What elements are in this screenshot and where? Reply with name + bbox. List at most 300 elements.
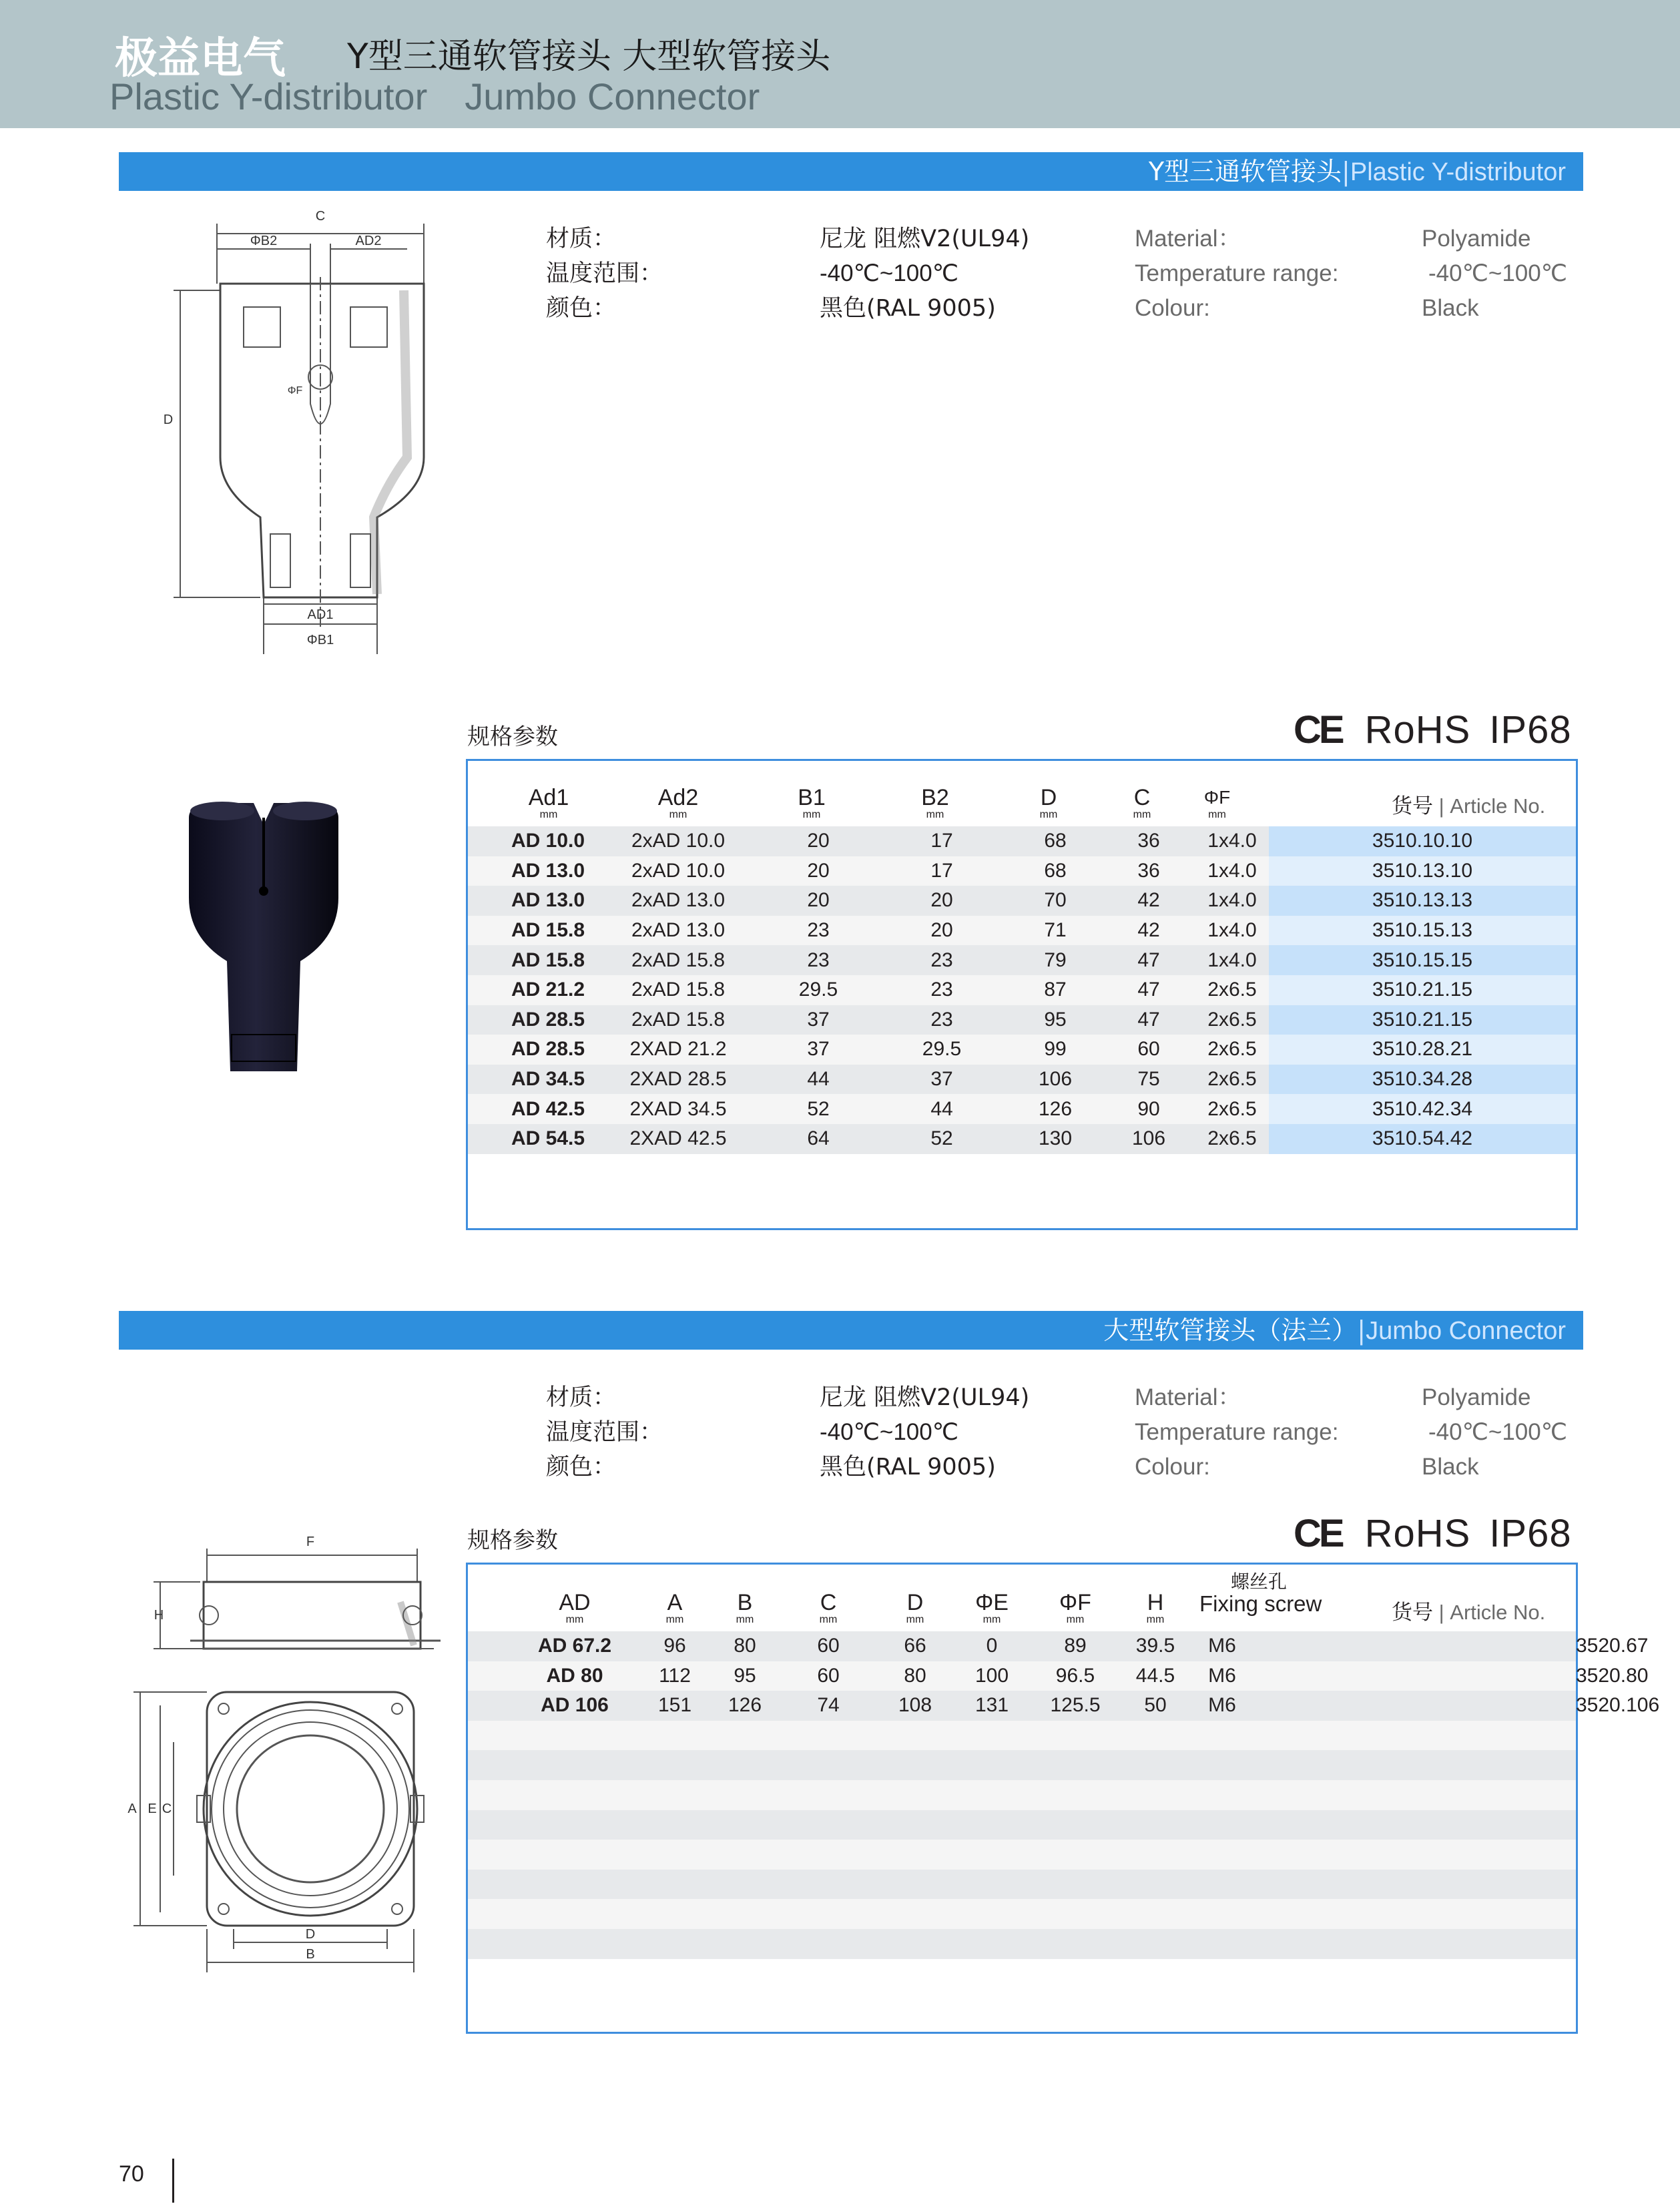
table-cell-spacer [1255,1899,1576,1929]
table-cell: AD 54.5 [501,1124,595,1154]
table-cell: 71 [1009,916,1102,946]
table-row [468,916,1576,946]
temp-en-label: Temperature range: [1135,260,1339,286]
table-cell [708,1721,782,1751]
table-cell: 37 [762,1035,875,1065]
table-row [468,1005,1576,1035]
table-cell [641,1929,708,1959]
table-cell: 74 [782,1691,875,1721]
table1-header-b2: B2 mm [921,785,949,820]
temp-en-label: Temperature range: [1135,1419,1339,1445]
table-cell: 2xAD 15.8 [595,1005,762,1035]
colour-cn-value: 黑色(RAL 9005) [820,1454,996,1480]
table-cell [875,1750,955,1780]
table-cell-spacer [1255,1840,1576,1870]
table-cell: 36 [1102,826,1195,856]
ip-rating: IP68 [1489,1512,1572,1555]
table-cell: AD 80 [508,1661,641,1691]
section2-props-en-labels [1135,1380,1338,1484]
table-cell: 99 [1009,1035,1102,1065]
table-cell: 126 [1009,1094,1102,1124]
table-cell: 2XAD 28.5 [595,1065,762,1095]
colour-en-value: Black [1422,295,1479,321]
table-cell: 29.5 [762,975,875,1005]
table-cell [1122,1899,1189,1929]
dim-label-ad2: AD2 [355,234,382,248]
section2-props-cn-labels [546,1380,663,1484]
table-cell-spacer [468,1721,508,1751]
title-en-y-distributor: Plastic Y-distributor [109,75,428,117]
table-cell-spacer [468,975,501,1005]
table-cell-spacer [1255,1780,1576,1810]
table-cell: AD 21.2 [501,975,595,1005]
table-cell [641,1780,708,1810]
table-cell [1122,1810,1189,1840]
table-cell: AD 106 [508,1691,641,1721]
table-cell: 23 [875,1005,1009,1035]
table-cell: 44.5 [1122,1661,1189,1691]
table-cell-spacer [468,945,501,975]
table-cell: 23 [762,945,875,975]
table-cell [708,1810,782,1840]
table-cell: 20 [762,886,875,916]
article-number-cell: 3510.10.10 [1269,826,1576,856]
ce-mark: CE [1294,708,1342,752]
table1-header-b1: B1 mm [798,785,826,820]
table-cell: AD 15.8 [501,945,595,975]
material-cn-label: 材质： [546,226,617,252]
temp-cn-value: -40℃~100℃ [820,260,959,286]
table-cell-spacer [468,1094,501,1124]
table-cell [782,1780,875,1810]
table-cell [782,1929,875,1959]
dim-label-d: D [305,1927,316,1942]
article-number-cell: 3510.13.10 [1269,856,1576,886]
table-row [468,856,1576,886]
table-row: AD 106 151 126 74 108 131 125.5 50 M6 3520.106 [468,1691,1576,1721]
section1-spec-label: 规格参数 [467,724,558,750]
table-cell: 44 [762,1065,875,1095]
section2-band [119,1311,1583,1350]
table-cell: 66 [875,1631,955,1661]
table-cell [955,1780,1029,1810]
table-cell: AD 15.8 [501,916,595,946]
table-cell [1189,1721,1255,1751]
table-cell: 60 [782,1661,875,1691]
table-cell-spacer [468,1840,508,1870]
table-cell [1189,1870,1255,1900]
dim-label-h: H [154,1608,164,1623]
table-cell: 23 [762,916,875,946]
page-header [0,0,1680,128]
table-cell: 36 [1102,856,1195,886]
table-cell [708,1870,782,1900]
table-cell: 2xAD 15.8 [595,975,762,1005]
table-cell: 50 [1122,1691,1189,1721]
table-cell: AD 67.2 [508,1631,641,1661]
table-cell-spacer [468,1929,508,1959]
table-row: AD 67.2 96 80 60 66 0 89 39.5 M6 3520.67 [468,1631,1576,1661]
table-cell [1122,1780,1189,1810]
table-cell: 96 [641,1631,708,1661]
section1-band-sep: | [1342,157,1350,186]
table-cell: 131 [955,1691,1029,1721]
table1-header-c: C mm [1133,785,1151,820]
rohs-mark: RoHS [1364,1512,1471,1555]
table-row: AD 80 112 95 60 80 100 96.5 44.5 M6 3520.80 [468,1661,1576,1691]
table-cell: 130 [1009,1124,1102,1154]
section2-band-en: Jumbo Connector [1366,1317,1566,1345]
table-cell: 20 [762,856,875,886]
table-cell [1029,1840,1122,1870]
table-cell: AD 28.5 [501,1035,595,1065]
table-cell: AD 10.0 [501,826,595,856]
table-cell: 1x4.0 [1195,856,1269,886]
section2-band-sep: | [1357,1316,1366,1345]
material-en-label: Material： [1135,1384,1241,1410]
table-cell-spacer [468,1899,508,1929]
table-cell: 2XAD 21.2 [595,1035,762,1065]
table-cell: 42 [1102,916,1195,946]
table2-header-screw-cn: 螺丝孔 [1230,1571,1287,1593]
table-cell: 2xAD 13.0 [595,916,762,946]
colour-en-label: Colour: [1135,295,1210,321]
table-cell: 1x4.0 [1195,886,1269,916]
temp-cn-label: 温度范围： [546,260,663,287]
material-cn-label: 材质： [546,1384,617,1411]
table-cell: 2x6.5 [1195,975,1269,1005]
table2-header-article: 货号 | Article No. [1392,1601,1546,1625]
table-cell [875,1929,955,1959]
table-cell: 47 [1102,945,1195,975]
y-distributor-spec-table [466,759,1578,1230]
table-cell: 70 [1009,886,1102,916]
table-cell-spacer [468,826,501,856]
article-number-cell: 3510.54.42 [1269,1124,1576,1154]
table-cell-spacer [468,1750,508,1780]
table2-header-d: D mm [906,1590,924,1625]
temp-cn-label: 温度范围： [546,1419,663,1446]
table-cell [508,1899,641,1929]
dim-label-b2: ΦB2 [250,234,278,248]
table-cell: AD 34.5 [501,1065,595,1095]
colour-en-value: Black [1422,1454,1479,1480]
table-cell: 37 [875,1065,1009,1095]
table1-header-d: D mm [1039,785,1058,820]
table-cell [1189,1899,1255,1929]
table-cell [875,1870,955,1900]
table1-header-ad2: Ad2 mm [657,785,699,820]
table1-header-article: 货号 | Article No. [1392,794,1546,818]
table-cell [1029,1870,1122,1900]
table-row [468,1899,1576,1929]
table-cell [508,1840,641,1870]
colour-cn-value: 黑色(RAL 9005) [820,295,996,322]
table-cell [641,1810,708,1840]
table-cell [1122,1929,1189,1959]
table-cell [641,1750,708,1780]
table-cell: 68 [1009,856,1102,886]
y-distributor-drawing [154,204,447,664]
article-number-cell: 3510.28.21 [1269,1035,1576,1065]
table-cell [1189,1780,1255,1810]
jumbo-connector-spec-table [466,1563,1660,2034]
material-en-label: Material： [1135,226,1241,252]
table-cell: 23 [875,975,1009,1005]
table-cell: 95 [1009,1005,1102,1035]
table-cell [1122,1840,1189,1870]
section2-certifications [1294,1511,1572,1556]
table-cell [1122,1721,1189,1751]
table2-header-screw-en: Fixing screw [1199,1591,1322,1616]
table-row [468,1721,1576,1751]
table-cell [955,1840,1029,1870]
table2-header-a: A mm [665,1590,684,1625]
dim-label-b: B [306,1947,315,1962]
table2-header-f: ΦF mm [1059,1590,1091,1625]
table-cell: 80 [708,1631,782,1661]
page-number: 70 [119,2161,144,2187]
table-cell [1122,1870,1189,1900]
section1-certifications [1294,708,1572,752]
table-row [468,945,1576,975]
table-cell-spacer [1255,1631,1576,1661]
page-title-en [109,75,797,118]
table-cell: 79 [1009,945,1102,975]
table-cell: 2xAD 13.0 [595,886,762,916]
table-cell: 2x6.5 [1195,1005,1269,1035]
table-cell: AD 13.0 [501,886,595,916]
table-cell: 1x4.0 [1195,826,1269,856]
table-cell-spacer [468,1631,508,1661]
table-cell: 42 [1102,886,1195,916]
table-cell [955,1721,1029,1751]
material-cn-value: 尼龙 阻燃V2(UL94) [820,226,1030,252]
table-cell-spacer [468,1124,501,1154]
table-cell: 90 [1102,1094,1195,1124]
table-cell [955,1870,1029,1900]
y-distributor-photo [177,798,350,1078]
table-cell: 2xAD 10.0 [595,856,762,886]
article-number-cell: 3510.42.34 [1269,1094,1576,1124]
table-cell: 80 [875,1661,955,1691]
table2-header-b: B mm [736,1590,754,1625]
table-cell [1029,1899,1122,1929]
temp-cn-value: -40℃~100℃ [820,1419,959,1445]
table-row [468,975,1576,1005]
table-cell: 39.5 [1122,1631,1189,1661]
table-cell: 2x6.5 [1195,1065,1269,1095]
table-cell [1189,1840,1255,1870]
section1-props-en-values [1422,222,1567,326]
table-row [468,1094,1576,1124]
table-cell [1122,1750,1189,1780]
table-cell-spacer [468,1065,501,1095]
table-cell-spacer [468,856,501,886]
table-cell: 2x6.5 [1195,1124,1269,1154]
table-cell: 47 [1102,1005,1195,1035]
temp-en-value: -40℃~100℃ [1428,1419,1568,1445]
table-cell: 125.5 [1029,1691,1122,1721]
dim-label-c: C [315,209,326,224]
table-cell-spacer [468,1870,508,1900]
table-cell: 95 [708,1661,782,1691]
table-cell: M6 [1189,1631,1255,1661]
table2-header-ad: AD mm [559,1590,591,1625]
article-number-cell: 3510.13.13 [1269,886,1576,916]
section1-props-cn-values [820,222,1029,326]
table-cell: AD 13.0 [501,856,595,886]
table-cell [1029,1750,1122,1780]
table-cell [708,1750,782,1780]
table-cell: 2XAD 42.5 [595,1124,762,1154]
table-cell: 126 [708,1691,782,1721]
table-cell: 37 [762,1005,875,1035]
table-cell-spacer [468,1035,501,1065]
table-row [468,1929,1576,1959]
table-cell [508,1810,641,1840]
dim-label-b1: ΦB1 [306,633,334,647]
table-cell [875,1840,955,1870]
table-cell: 52 [875,1124,1009,1154]
table-row [468,1035,1576,1065]
table-cell-spacer [468,1780,508,1810]
colour-en-label: Colour: [1135,1454,1210,1480]
table-cell: AD 28.5 [501,1005,595,1035]
material-en-value: Polyamide [1422,1384,1531,1410]
table-cell [1189,1929,1255,1959]
table-cell [1189,1810,1255,1840]
table-cell: 2xAD 15.8 [595,945,762,975]
table2-body [468,1631,1660,1959]
table-cell: 112 [641,1661,708,1691]
table-cell-spacer [468,1810,508,1840]
table-cell: 96.5 [1029,1661,1122,1691]
table-cell [641,1721,708,1751]
table-cell [708,1780,782,1810]
section2-props-cn-values [820,1380,1029,1484]
title-en-jumbo-connector: Jumbo Connector [465,75,760,117]
table-cell: 44 [875,1094,1009,1124]
table-row [468,1124,1576,1154]
table-cell-spacer [1255,1929,1576,1959]
table-cell [955,1810,1029,1840]
table-cell-spacer [1255,1750,1576,1780]
table-cell: 1x4.0 [1195,945,1269,975]
table-cell: 106 [1009,1065,1102,1095]
article-number-cell: 3510.15.13 [1269,916,1576,946]
table1-header-ad1: Ad1 mm [528,785,569,820]
dim-label-ad1: AD1 [307,607,334,622]
table-row [468,1065,1576,1095]
table-cell: 20 [875,916,1009,946]
article-number-cell: 3510.21.15 [1269,1005,1576,1035]
material-en-value: Polyamide [1422,226,1531,252]
table-cell: 2x6.5 [1195,1094,1269,1124]
material-cn-value: 尼龙 阻燃V2(UL94) [820,1384,1030,1411]
table-cell: 64 [762,1124,875,1154]
table-cell [1029,1780,1122,1810]
table-cell-spacer [1255,1870,1576,1900]
table-cell: 151 [641,1691,708,1721]
article-number-cell: 3510.15.15 [1269,945,1576,975]
table-cell [641,1840,708,1870]
table-cell: 20 [762,826,875,856]
article-number-cell: 3510.21.15 [1269,975,1576,1005]
section1-band-cn: Y型三通软管接头 [1148,157,1342,186]
table-cell: 106 [1102,1124,1195,1154]
table-cell [955,1929,1029,1959]
table1-header-f: ΦF mm [1203,787,1231,820]
table-cell: 2xAD 10.0 [595,826,762,856]
page-title-cn: Y型三通软管接头 大型软管接头 [347,37,831,77]
article-number-cell: 3510.34.28 [1269,1065,1576,1095]
table-cell [508,1721,641,1751]
table-cell: 89 [1029,1631,1122,1661]
table-cell: 60 [1102,1035,1195,1065]
table-cell [641,1899,708,1929]
table-cell-spacer [1255,1810,1576,1840]
table-row [468,826,1576,856]
table-cell [875,1899,955,1929]
table-cell: 1x4.0 [1195,916,1269,946]
table-cell [508,1929,641,1959]
table-cell: 68 [1009,826,1102,856]
table-cell: 52 [762,1094,875,1124]
table-cell: 60 [782,1631,875,1661]
section2-props-en-values [1422,1380,1567,1484]
table-cell [782,1721,875,1751]
dim-label-f: ΦF [287,385,303,396]
table-row [468,1780,1576,1810]
table-cell [708,1899,782,1929]
table-cell [508,1870,641,1900]
table-cell: 29.5 [875,1035,1009,1065]
table-cell [1029,1929,1122,1959]
table1-body [468,826,1576,1154]
table-cell: 17 [875,826,1009,856]
section2-spec-label: 规格参数 [467,1527,558,1554]
table2-header-e: ΦE mm [975,1590,1009,1625]
table2-header-c: C mm [819,1590,838,1625]
jumbo-connector-drawing [107,1529,441,1982]
table-cell [782,1750,875,1780]
table-cell: 100 [955,1661,1029,1691]
colour-cn-label: 颜色： [546,1454,617,1480]
rohs-mark: RoHS [1364,708,1471,752]
table-cell [508,1780,641,1810]
section2-band-cn: 大型软管接头（法兰） [1103,1316,1358,1345]
dim-label-f: F [306,1535,315,1549]
dim-label-c: C [162,1802,172,1816]
table-cell [782,1810,875,1840]
colour-cn-label: 颜色： [546,295,617,322]
table-cell-spacer [468,1691,508,1721]
table-cell-spacer [468,916,501,946]
table-cell: 47 [1102,975,1195,1005]
table-row [468,1870,1576,1900]
brand-name: 极益电气 [115,34,286,83]
table2-header-h: H mm [1146,1590,1165,1625]
table-cell: 23 [875,945,1009,975]
table-cell-spacer [1255,1721,1576,1751]
dim-label-a: A [127,1802,137,1816]
dim-label-d: D [163,412,174,427]
table-cell [955,1899,1029,1929]
temp-en-value: -40℃~100℃ [1428,260,1568,286]
table-cell [782,1870,875,1900]
dim-label-e: E [148,1802,157,1816]
